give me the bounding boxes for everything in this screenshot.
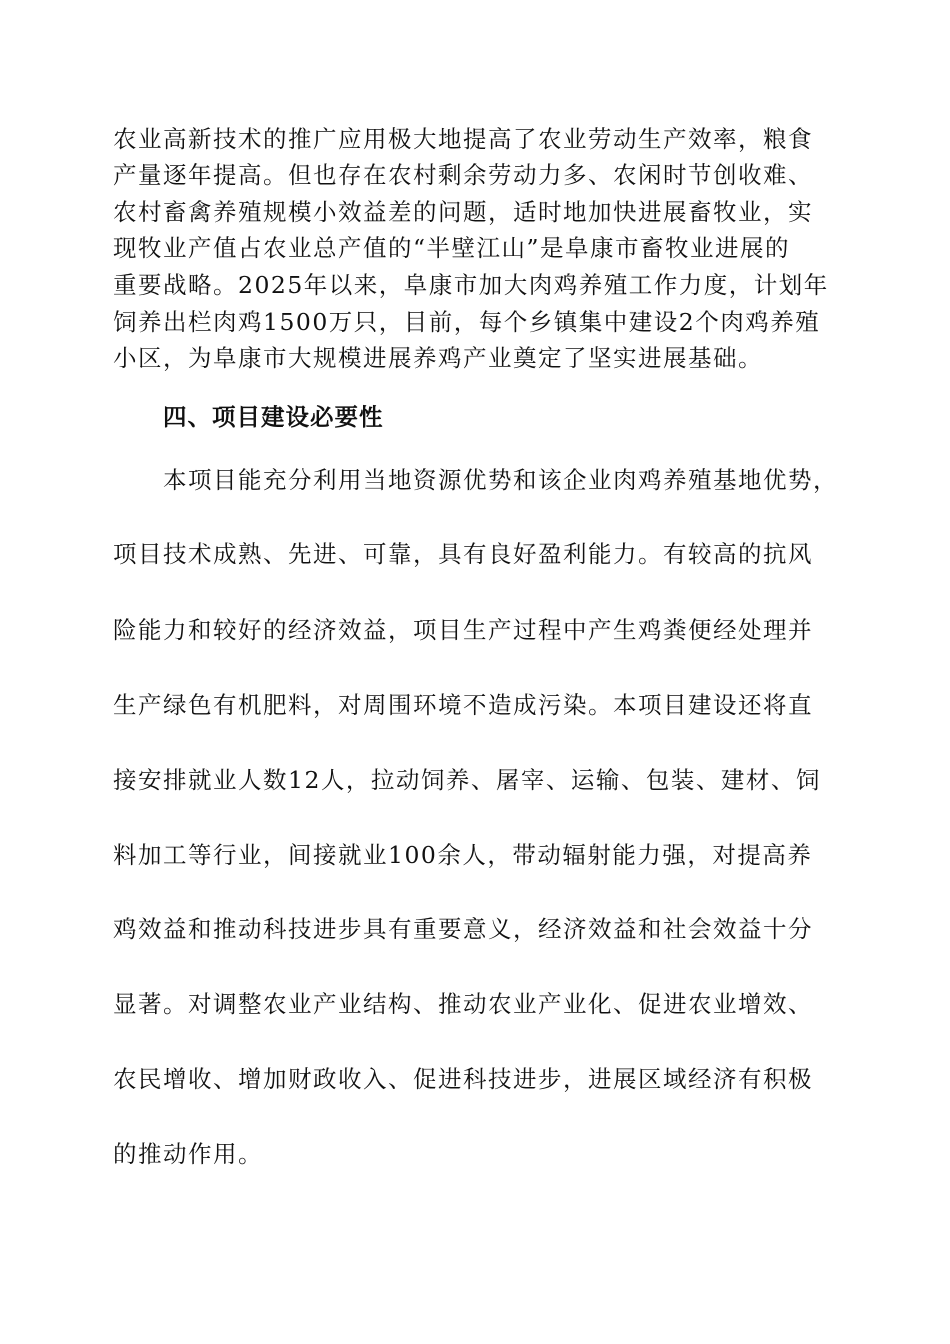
paragraph-line: 现牧业产值占农业总产值的“半壁江山”是阜康市畜牧业进展的 xyxy=(113,234,791,262)
paragraph-line: 鸡效益和推动科技进步具有重要意义，经济效益和社会效益十分 xyxy=(113,915,813,943)
paragraph-line: 饲养出栏肉鸡1500万只，目前，每个乡镇集中建设2个肉鸡养殖 xyxy=(113,308,821,336)
section-heading: 四、项目建设必要性 xyxy=(163,403,384,431)
paragraph-line: 的推动作用。 xyxy=(113,1140,263,1168)
paragraph-line: 农民增收、增加财政收入、促进科技进步，进展区域经济有积极 xyxy=(113,1065,813,1093)
paragraph-line: 险能力和较好的经济效益，项目生产过程中产生鸡粪便经处理并 xyxy=(113,616,813,644)
paragraph-line: 本项目能充分利用当地资源优势和该企业肉鸡养殖基地优势， xyxy=(163,466,838,494)
paragraph-line: 生产绿色有机肥料，对周围环境不造成污染。本项目建设还将直 xyxy=(113,691,813,719)
paragraph-line: 重要战略。2025年以来，阜康市加大肉鸡养殖工作力度，计划年 xyxy=(113,271,829,299)
paragraph-line: 料加工等行业，间接就业100余人，带动辐射能力强，对提高养 xyxy=(113,841,813,869)
paragraph-line: 接安排就业人数12人，拉动饲养、屠宰、运输、包装、建材、饲 xyxy=(113,766,821,794)
paragraph-line: 项目技术成熟、先进、可靠，具有良好盈利能力。有较高的抗风 xyxy=(113,540,813,568)
paragraph-line: 小区，为阜康市大规模进展养鸡产业奠定了坚实进展基础。 xyxy=(113,344,763,372)
paragraph-line: 显著。对调整农业产业结构、推动农业产业化、促进农业增效、 xyxy=(113,990,813,1018)
paragraph-line: 农业高新技术的推广应用极大地提高了农业劳动生产效率，粮食 xyxy=(113,125,813,153)
paragraph-line: 农村畜禽养殖规模小效益差的问题，适时地加快进展畜牧业，实 xyxy=(113,198,813,226)
paragraph-line: 产量逐年提高。但也存在农村剩余劳动力多、农闲时节创收难、 xyxy=(113,161,813,189)
